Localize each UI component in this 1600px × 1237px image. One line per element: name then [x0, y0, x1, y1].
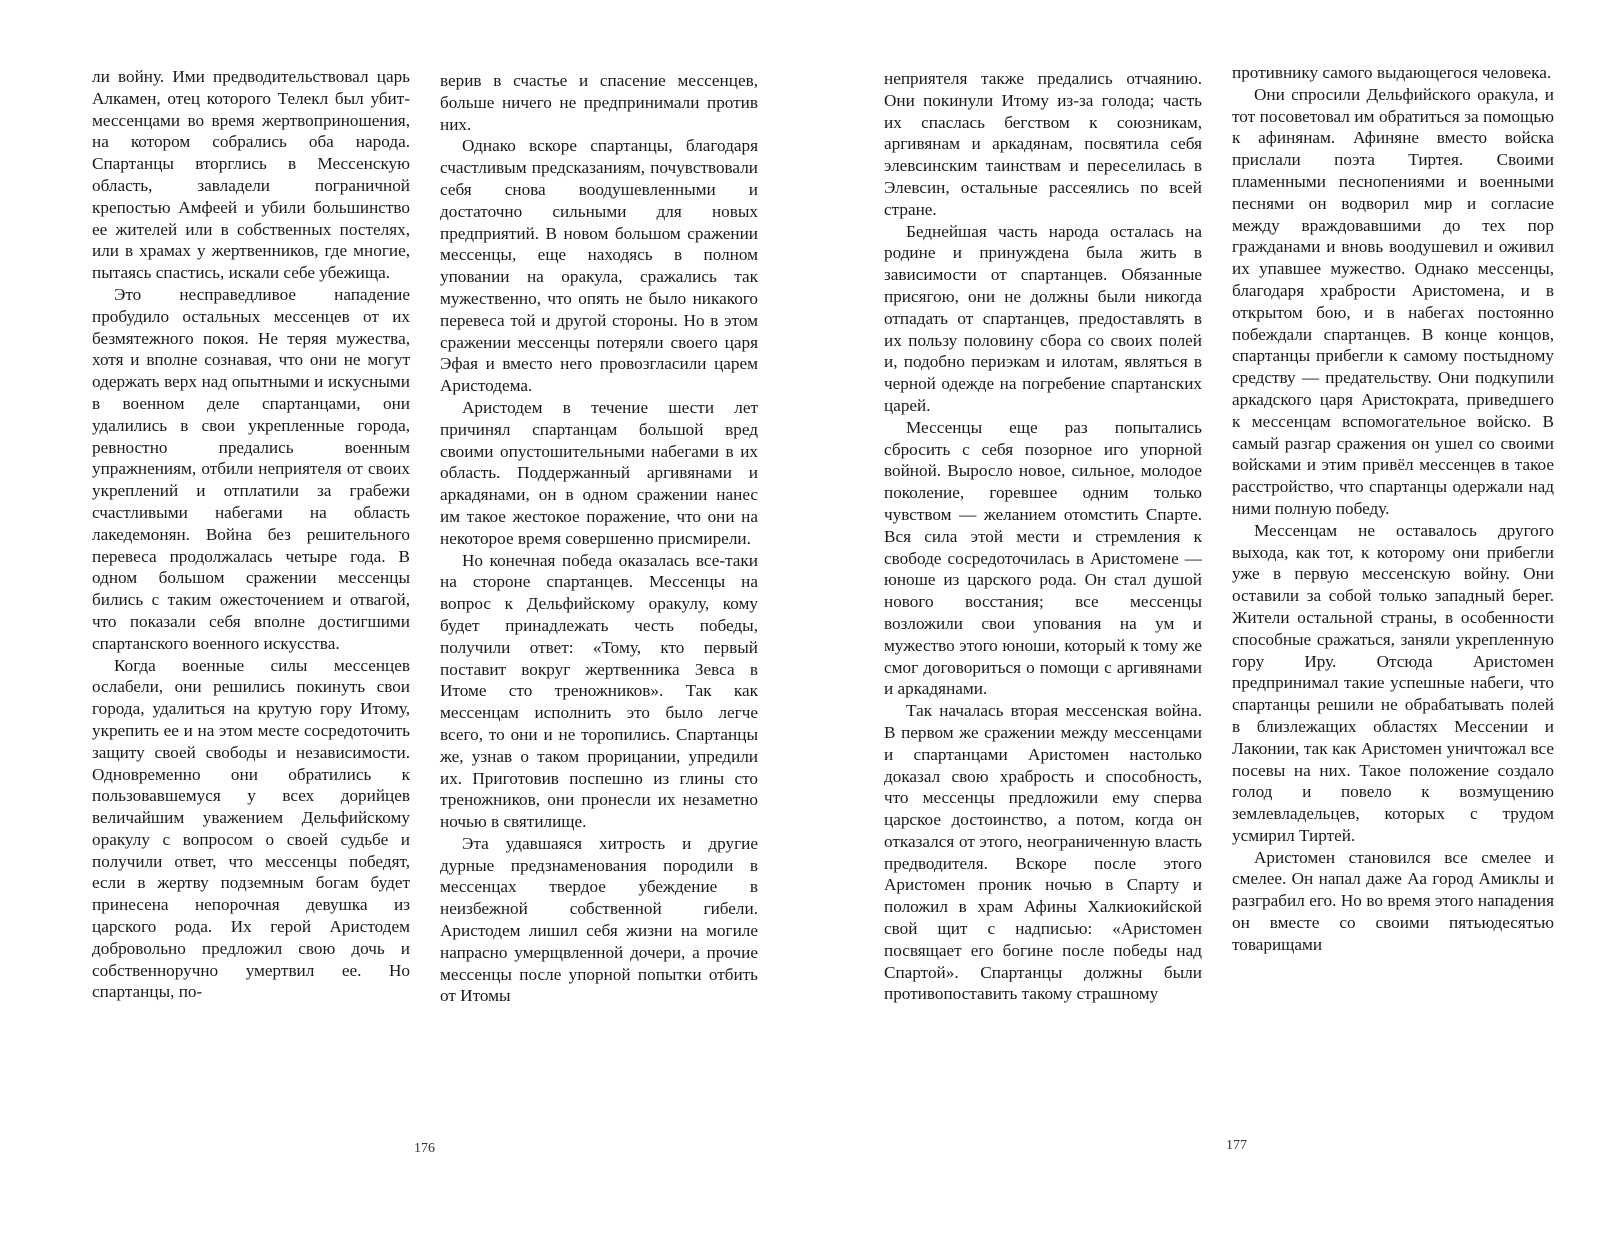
paragraph: верив в счастье и спасение мессенцев, больше ничего не предпринимали против них. [440, 71, 758, 134]
left-page-column-2 [440, 70, 758, 1007]
paragraph: Эта удавшаяся хитрость и другие дурные предзнаменования породили в мессенцах твердое убеждение в неизбежной собственной гибели. Аристодем лишил себя жизни на могиле напрасно умерщвленной дочери, а прочие мессенцы после упорной попытки отбить от Итомы [440, 833, 758, 1006]
left-page-column-1 [92, 66, 410, 1003]
paragraph: неприятеля также предались отчаянию. Они покинули Итому из-за голода; часть их спаслась бегством к союзникам, аргивянам и аркадянам, посвятила себя элевсинским таинствам и переселилась в Элевсин, остальные рассеялись по всей стране. [884, 69, 1202, 219]
paragraph: Мессенцы еще раз попытались сбросить с себя позорное иго упорной войной. Выросло новое, сильное, молодое поколение, горевшее одним только чувством — желанием отомстить Спарте. Вся сила этой мести и стремления к свободе сосредоточилась в Аристомене — юноше из царского рода. Он стал душой нового восстания; все мессенцы возложили свои упования на ум и мужество этого юноши, который к тому же смог договориться о помощи с аргивянами и аркадянами. [884, 417, 1202, 699]
right-page-column-2 [1232, 62, 1554, 956]
paragraph: Мессенцам не оставалось другого выхода, как тот, к которому они прибегли уже в первую мессенскую войну. Они оставили за собой только западный берег. Жители остальной страны, в особенности способные сражаться, заняли укрепленную гору Иру. Отсюда Аристомен предпринимал такие успешные набеги, что спартанцы решили не обрабатывать полей в близлежащих областях Мессении и Лаконии, так как Аристомен уничтожал все посевы на них. Такое положение создало голод и повело к возмущению землевладельцев, которых с трудом усмирил Тиртей. [1232, 520, 1554, 845]
paragraph: Однако вскоре спартанцы, благодаря счастливым предсказаниям, почувствовали себя снова воодушевленными и достаточно сильными для новых предприятий. В новом большом сражении мессенцы, еще находясь в полном уповании на оракула, сражались так мужественно, что опять не было никакого перевеса той и другой стороны. Но в этом сражении мессенцы потеряли своего царя Эфая и вместо него провозгласили царем Аристодема. [440, 136, 758, 396]
paragraph: Так началась вторая мессенская война. В первом же сражении между мессенцами и спартанцами Аристомен настолько доказал свою храбрость и способность, что мессенцы предложили ему сперва царское достоинство, а потом, когда он отказался от этого, неограниченную власть предводителя. Вскоре после этого Аристомен проник ночью в Спарту и положил в храм Афины Халкиокийской свой щит с надписью: «Аристомен посвящает его богине после победы над Спартой». Спартанцы должны были противопоставить такому страшному [884, 701, 1202, 1004]
paragraph: Но конечная победа оказалась все-таки на стороне спартанцев. Мессенцы на вопрос к Дельфийскому оракулу, кому будет принадлежать честь победы, получили ответ: «Тому, кто первый поставит вокруг жертвенника Зевса в Итоме сто треножников». Так как мессенцам исполнить это было легче всего, то они и не торопились. Спартанцы же, узнав о таком прорицании, упредили их. Приготовив поспешно из глины сто треножников, они пронесли их незаметно ночью в святилище. [440, 550, 758, 832]
right-page-column-1 [884, 68, 1202, 1005]
paragraph: ли войну. Ими предводительствовал царь Алкамен, отец которого Телекл был убит- мессенцами во время жертвоприношения, на котором собрались оба народа. Спартанцы вторглись в Мессенскую область, завладели пограничной крепостью Амфеей и убили большинство ее жителей или в собственных постелях, или в храмах у жертвенников, где многие, пытаясь спастись, искали себе убежища. [92, 67, 410, 283]
paragraph: Когда военные силы мессенцев ослабели, они решились покинуть свои города, удалиться на крутую гору Итому, укрепить ее и на этом месте сосредоточить защиту своей свободы и независимости. Одновременно они обратились к пользовавшемуся у всех дорийцев величайшим уважением Дельфийскому оракулу с вопросом о своей судьбе и получили ответ, что мессенцы победят, если в жертву подземным богам будет принесена непорочная девушка из царского рода. Их герой Аристодем добровольно предложил свою дочь и собственноручно умертвил ее. Но спартанцы, по- [92, 655, 410, 1002]
paragraph: Они спросили Дельфийского оракула, и тот посоветовал им обратиться за помощью к афинянам. Афиняне вместо войска прислали поэта Тиртея. Своими пламенными песнопениями и военными песнями он водворил мир и согласие между враждовавшими до тех пор гражданами и вновь воодушевил и оживил их упавшее мужество. Однако мессенцы, благодаря храбрости Аристомена, и в открытом бою, и в набегах постоянно побеждали спартанцев. В конце концов, спартанцы прибегли к самому постыдному средству — предательству. Они подкупили аркадского царя Аристократа, приведшего к мессенцам вспомогательное войско. В самый разгар сражения он ушел со своими войсками и этим привёл мессенцев в такое расстройство, что спартанцы одержали над ними полную победу. [1232, 84, 1554, 518]
paragraph: Это несправедливое нападение пробудило остальных мессенцев от их безмятежного покоя. Не теряя мужества, хотя и вполне сознавая, что они не могут одержать верх над опытными и искусными в военном деле спартанцами, они удалились в свои укрепленные города, ревностно предались военным упражнениям, отбили неприятеля от своих укреплений и отплатили за грабежи счастливыми набегами на область лакедемонян. Война без решительного перевеса продолжалась четыре года. В одном большом сражении мессенцы бились с таким ожесточением и отвагой, что показали себя вполне достигшими спартанского военного искусства. [92, 284, 410, 653]
paragraph: Аристодем в течение шести лет причинял спартанцам большой вред своими опустошительными набегами в их область. Поддержанный аргивянами и аркадянами, он в одном сражении нанес им такое жестокое поражение, что они на некоторое время совершенно присмирели. [440, 397, 758, 548]
paragraph: противнику самого выдающегося человека. [1232, 63, 1552, 82]
paragraph: Аристомен становился все смелее и смелее. Он напал даже Аа город Амиклы и разграбил его. Но во время этого нападения он вместе со своими пятьюдесятью товарищами [1232, 847, 1554, 954]
paragraph: Беднейшая часть народа осталась на родине и принуждена была жить в зависимости от спартанцев. Обязанные присягою, они не должны были никогда отпадать от спартанцев, предоставлять в их пользу половину сбора со своих полей и, подобно периэкам и илотам, являться в черной одежде на погребение спартанских царей. [884, 221, 1202, 415]
right-page-number: 177 [1226, 1138, 1247, 1153]
left-page-number: 176 [414, 1141, 435, 1156]
